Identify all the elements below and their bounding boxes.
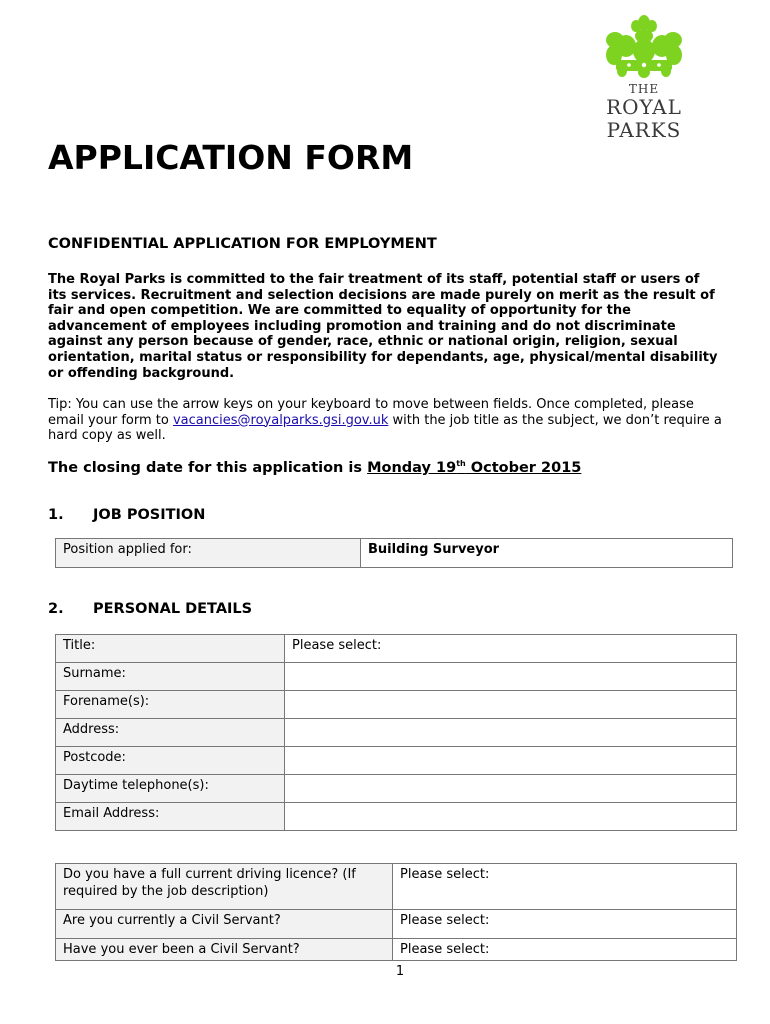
section-personal-details-heading: [48, 601, 252, 617]
surname-label: Surname:: [56, 663, 285, 691]
tip-paragraph: [48, 397, 728, 444]
royal-parks-logo: [596, 14, 692, 142]
tip-text-before: Tip: You can use the arrow keys on your keyboard to move between fields. Once completed, please email your form to: [48, 397, 694, 428]
closing-date-line: [48, 459, 581, 476]
civil-service-questions-table: [55, 863, 737, 961]
former-civil-servant-select[interactable]: Please select:: [393, 939, 737, 961]
surname-input[interactable]: [285, 663, 737, 691]
intro-paragraph: The Royal Parks is committed to the fair treatment of its staff, potential staff or users of its services. Recruitment and selection decisions are made purely on merit as the result of fair and open competition. We are committed to equality of opportunity for the advancement of employees including promotion and training and do not discriminate against any person because of gender, race, ethnic or national origin, religion, sexual orientation, marital status or responsibility for dependants, age, physical/mental disability or offending background.: [48, 272, 718, 381]
forenames-label: Forename(s):: [56, 691, 285, 719]
address-label: Address:: [56, 719, 285, 747]
email-address-label: Email Address:: [56, 803, 285, 831]
position-applied-field[interactable]: Building Surveyor: [361, 539, 733, 568]
closing-date: Monday 19th October 2015: [367, 459, 582, 476]
section-title: PERSONAL DETAILS: [93, 601, 253, 617]
personal-details-table: [55, 634, 737, 831]
position-applied-label: Position applied for:: [56, 539, 361, 568]
logo-parks-text: PARKS: [606, 118, 682, 142]
job-position-table: [55, 538, 733, 568]
daytime-telephone-label: Daytime telephone(s):: [56, 775, 285, 803]
page-title: APPLICATION FORM: [48, 138, 414, 177]
section-number: 1.: [48, 507, 64, 523]
page-number: 1: [395, 964, 405, 979]
title-select[interactable]: Please select:: [285, 635, 737, 663]
title-label: Title:: [56, 635, 285, 663]
email-address-input[interactable]: [285, 803, 737, 831]
driving-licence-label: Do you have a full current driving licence? (If required by the job description): [56, 864, 393, 910]
logo-royal-text: ROYAL: [606, 95, 682, 119]
crown-leaf-emblem-icon: [602, 14, 686, 80]
current-civil-servant-select[interactable]: Please select:: [393, 910, 737, 939]
former-civil-servant-label: Have you ever been a Civil Servant?: [56, 939, 393, 961]
section-title: JOB POSITION: [93, 507, 206, 523]
driving-licence-select[interactable]: Please select:: [393, 864, 737, 910]
postcode-input[interactable]: [285, 747, 737, 775]
daytime-telephone-input[interactable]: [285, 775, 737, 803]
closing-prefix: The closing date for this application is: [48, 459, 368, 476]
section-number: 2.: [48, 601, 64, 617]
postcode-label: Postcode:: [56, 747, 285, 775]
section-job-position-heading: [48, 507, 205, 523]
address-input[interactable]: [285, 719, 737, 747]
confidential-subheading: CONFIDENTIAL APPLICATION FOR EMPLOYMENT: [48, 236, 437, 252]
current-civil-servant-label: Are you currently a Civil Servant?: [56, 910, 393, 939]
forenames-input[interactable]: [285, 691, 737, 719]
vacancies-email-link[interactable]: vacancies@royalparks.gsi.gov.uk: [172, 412, 389, 428]
logo-the-text: THE: [628, 82, 660, 96]
tip-text-after: with the job title as the subject, we don’t require a hard copy as well.: [48, 412, 722, 444]
